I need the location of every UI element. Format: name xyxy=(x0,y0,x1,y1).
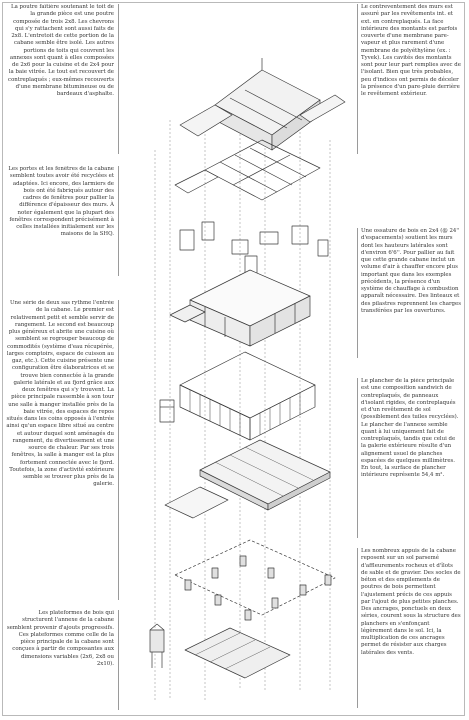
note-bracing: Le contreventement des murs est assuré par les revêtements int. et ext. en contreplaqués. La face intérieure des montants est parfois couverte d'une membrane pare-vapeur et plus rarement d'une membrane de polyéthylène (ex. : Tyvek). Les cavités des montants sont pour leur part remplies avec de l'isolant. Bien que très probables, peu d'indices ont permis de déceler la présence d'un pare-pluie derrière le revêtement extérieur. xyxy=(361,4,461,97)
foundations-layer xyxy=(150,540,335,678)
note-floor: Le plancher de la pièce principale est une composition sandwich de contreplaqués, de panneaux d'isolant rigides, de contreplaqués et d'un revêtement de sol (possiblement des tuiles recyclées). Le plancher de l'annexe semble quant à lui uniquement fait de contreplaqués, tandis que celui de la galerie extérieure résulte d'un alignement usuel de planches espacées de quelques millimètres. En tout, la surface de plancher intérieure représente 54,4 m². xyxy=(361,378,459,479)
note-framing: Une ossature de bois en 2x4 (@ 24'' d'espacements) soutient les murs dont les hauteurs latérales sont d'environ 6'6''. Pour pallier au fait que cette grande cabane inclut un volume d'air à chauffer encore plus important que dans les exemples précédents, la présence d'un système de chauffage à combustion apparaît nécessaire. Des linteaux et des pilastres reprennent les charges transférées par les ouvertures. xyxy=(361,228,461,314)
openings-layer xyxy=(180,222,328,274)
note-foundations: Les nombreux appuis de la cabane reposent sur un sol parsemé d'affleurements rocheux et d'îlots de sable et de gravier. Des socles de béton et des empilements de poutres de bois permettent l'ajustement précis de ces appuis par l'ajout de plus petites planches. Des ancrages, ponctuels en deux séries, courent sous la structure des planchers en s'enfonçant légèrement dans le sol. Ici, la multiplication de ces ancrages permet de résister aux charges latérales des vents. xyxy=(361,548,461,656)
ceiling-frame-layer xyxy=(175,140,320,200)
wall-sheathing-layer xyxy=(170,270,310,346)
floor-layer xyxy=(165,440,330,518)
note-roof: La poutre faîtière soutenant le toit de la grande pièce est une poutre composée de trois 2x8. Les chevrons qui s'y rattachent sont aussi faits de 2x8. L'entretoit de cette portion de la cabane semble être isolé. Les autres portions de toits qui couvrent les annexes sont quant à elles composées de 2x6 pour la cuisine et de 2x4 pour la baie vitrée. Le tout est recouvert de contreplaqués ; eux-mêmes recouverts d'une membrane bitumineuse ou de bardeaux d'asphalte. xyxy=(8,4,114,97)
wall-framing-layer xyxy=(160,352,315,440)
note-openings: Les portes et les fenêtres de la cabane semblent toutes avoir été recyclées et adaptées. Ici encore, des larmiers de bois ont été fabriqués autour des cadres de fenêtres pour pallier la différence d'épaisseur des murs. À noter également que la plupart des fenêtres correspondent précisément à celles installées initialement sur les maisons de la SHQ. xyxy=(8,166,114,238)
alignment-lines xyxy=(155,80,330,700)
note-rooms: Une série de deux sas rythme l'entrée de la cabane. Le premier est relativement petit et semble servir de rangement. Le second est beaucoup plus généreux et abrite une cuisine où semblent se regrouper beaucoup de commodités (système d'eau récupérée, larges comptoirs, espace de cuisson au gaz, etc.). Cette cuisine présente une configuration être élaboratrices et se trouve bien connectée à la grande galerie latérale et au fjord grâce aux deux fenêtres qui s'y trouvent. La pièce principale rassemble à son tour une salle à manger installée près de la baie vitrée, des espaces de repos situés dans les coins opposés à l'entrée ainsi qu'un espace libre situé au centre et autour duquel sont aménagés du rangement, du divertissement et une source de chaleur. Par ses trois fenêtres, la salle à manger est la plus fortement connectée avec le fjord. Toutefois, la zone d'activité extérieure semble se trouver plus près de la galerie. xyxy=(6,300,114,488)
note-platforms: Les plateformes de bois qui structurent l'annexe de la cabane semblent provenir d'ajouts progressifs. Ces plateformes comme celle de la pièce principale de la cabane sont conçues à partir de composantes aux dimensions variables (2x6, 2x8 ou 2x10). xyxy=(6,610,114,667)
roof-layer xyxy=(180,58,345,150)
